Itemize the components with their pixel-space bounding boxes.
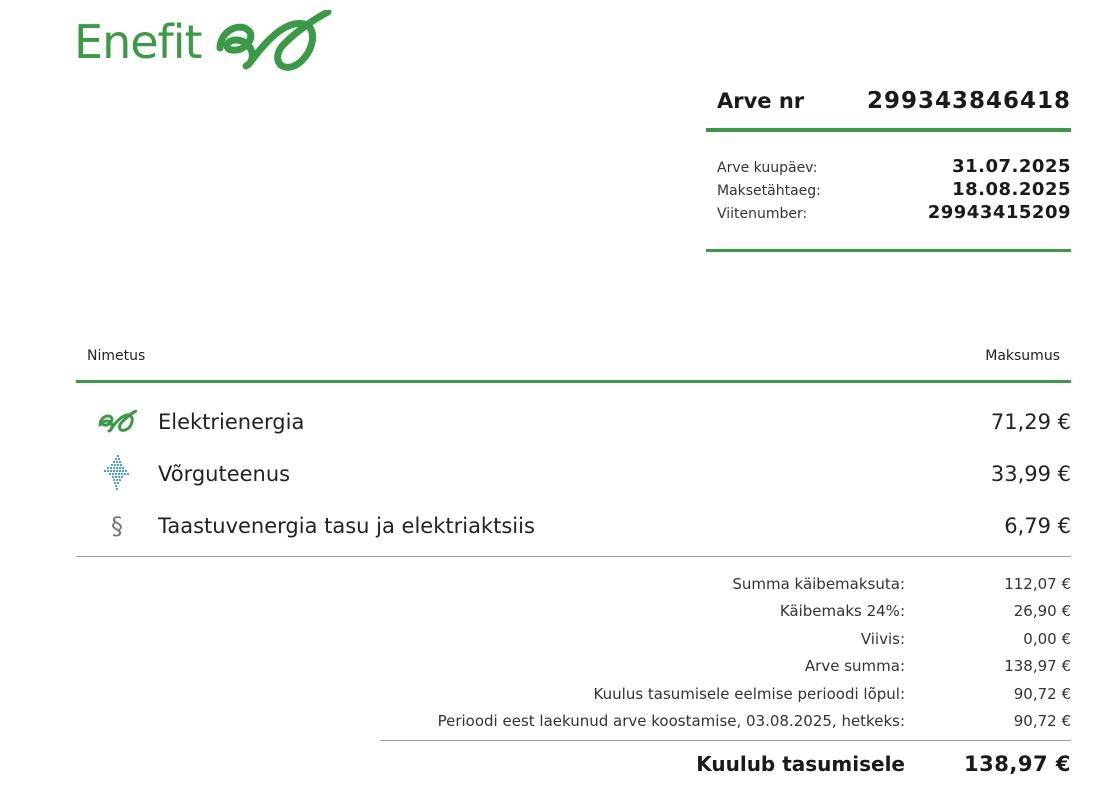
summary-value: 90,72 € [1013, 712, 1071, 731]
total-due-value: 138,97 € [964, 752, 1071, 776]
invoice-bottom-divider [706, 249, 1071, 252]
line-item-name: Võrguteenus [158, 462, 291, 486]
line-item [76, 396, 1071, 448]
invoice-summary-box [706, 88, 1071, 252]
summary-row [380, 625, 1071, 653]
table-header-divider [76, 380, 1071, 383]
section-sign-icon [76, 512, 158, 540]
section-sign-glyph: § [111, 512, 123, 540]
due-date-row [717, 179, 1071, 202]
enefit-leaf-icon [76, 410, 158, 434]
line-item [76, 448, 1071, 500]
lightning-icon [76, 454, 158, 494]
total-due-row [380, 748, 1071, 780]
invoice-meta [706, 132, 1071, 249]
column-header-name: Nimetus [87, 348, 146, 364]
summary-row [380, 570, 1071, 598]
line-item-name: Taastuvenergia tasu ja elektriaktsiis [158, 514, 535, 538]
summary-value: 0,00 € [1023, 629, 1071, 648]
summary-value: 138,97 € [1004, 657, 1071, 676]
due-date-value: 18.08.2025 [952, 179, 1071, 200]
summary-block [380, 570, 1071, 735]
invoice-number: 299343846418 [866, 88, 1071, 114]
summary-row [380, 653, 1071, 681]
summary-row [380, 680, 1071, 708]
summary-label: Viivis: [860, 629, 905, 648]
reference-number-value: 29943415209 [927, 202, 1071, 223]
summary-divider [380, 740, 1071, 741]
items-divider [76, 556, 1071, 557]
summary-label: Arve summa: [804, 657, 905, 676]
due-date-label: Maksetähtaeg: [717, 183, 821, 199]
enefit-logo-icon [212, 10, 334, 74]
column-header-amount: Maksumus [985, 348, 1060, 364]
reference-number-label: Viitenumber: [717, 206, 808, 222]
summary-value: 112,07 € [1004, 574, 1071, 593]
invoice-date-value: 31.07.2025 [952, 156, 1071, 177]
invoice-number-row [706, 88, 1071, 128]
line-item [76, 500, 1071, 552]
summary-row [380, 708, 1071, 736]
line-item-amount: 6,79 € [1004, 514, 1071, 538]
line-item-amount: 71,29 € [990, 410, 1071, 434]
total-due-label: Kuulub tasumisele [696, 752, 905, 776]
invoice-date-row [717, 156, 1071, 179]
summary-label: Summa käibemaksuta: [732, 574, 905, 593]
summary-value: 90,72 € [1013, 684, 1071, 703]
summary-label: Kuulus tasumisele eelmise perioodi lõpul: [593, 684, 905, 703]
summary-row [380, 598, 1071, 626]
reference-number-row [717, 202, 1071, 225]
brand-name: Enefit [74, 15, 202, 69]
enefit-logo [74, 10, 334, 74]
summary-label: Perioodi eest laekunud arve koostamise, 03.08.2025, hetkeks: [437, 712, 905, 731]
summary-label: Käibemaks 24%: [779, 602, 905, 621]
invoice-number-label: Arve nr [717, 89, 805, 113]
invoice-date-label: Arve kuupäev: [717, 160, 818, 176]
table-header [76, 348, 1071, 384]
summary-value: 26,90 € [1013, 602, 1071, 621]
line-item-amount: 33,99 € [990, 462, 1071, 486]
line-items [76, 396, 1071, 552]
line-item-name: Elektrienergia [158, 410, 305, 434]
